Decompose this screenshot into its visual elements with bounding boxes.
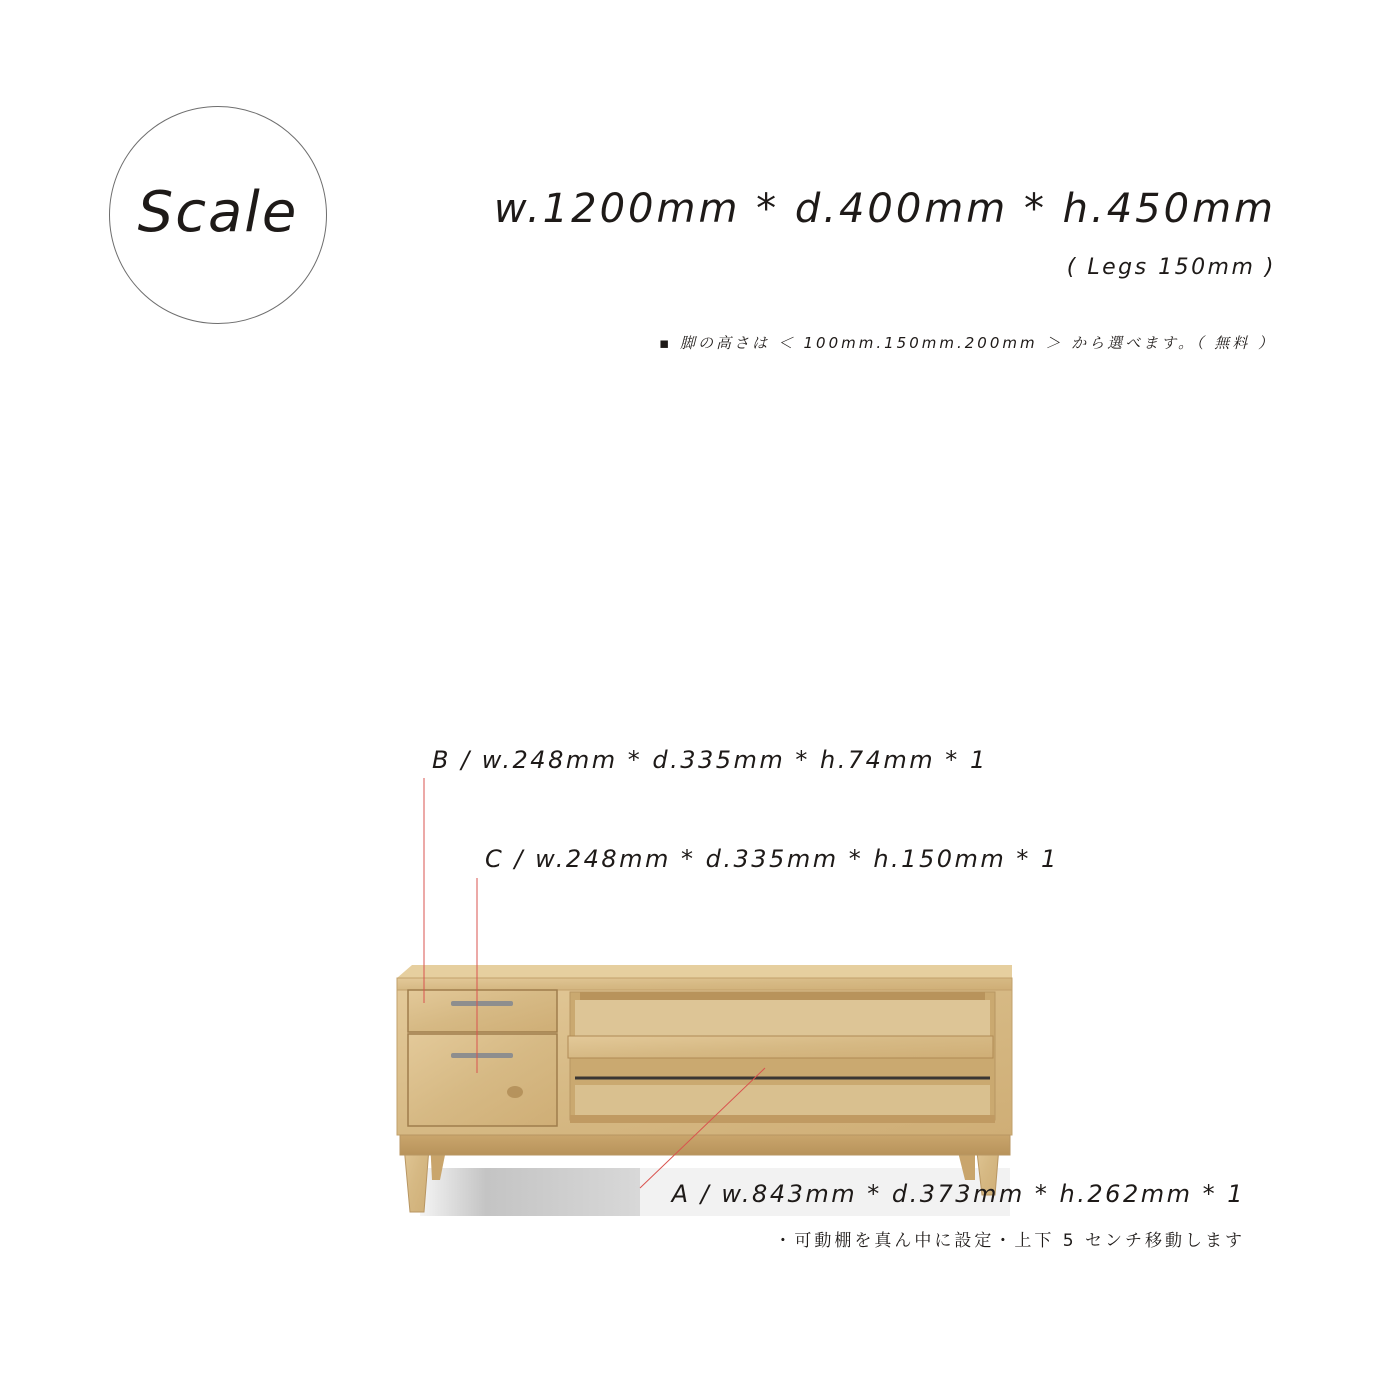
component-a-spec: A / w.843mm * d.373mm * h.262mm * 1	[671, 1180, 1245, 1208]
overall-dimensions: w.1200mm * d.400mm * h.450mm	[493, 186, 1276, 232]
component-a-note: ・可動棚を真ん中に設定・上下 5 センチ移動します	[774, 1231, 1245, 1251]
component-b-spec: B / w.248mm * d.335mm * h.74mm * 1	[432, 746, 988, 774]
drawer-c-handle	[451, 1053, 513, 1058]
drawer-b-handle	[451, 1001, 513, 1006]
floor-shadow	[420, 1168, 640, 1216]
drawer-b	[408, 990, 557, 1032]
legs-note: ( Legs 150mm )	[1066, 255, 1276, 280]
top-board	[397, 965, 1012, 978]
shelf-a	[568, 1036, 993, 1058]
leg-options-note: ▪ 脚の高さは ＜ 100mm.150mm.200mm ＞ から選べます。（ 無料 ）	[659, 334, 1276, 352]
component-c-spec: C / w.248mm * d.335mm * h.150mm * 1	[485, 845, 1059, 873]
scale-badge-label: Scale	[137, 179, 299, 245]
base-apron	[400, 1135, 1010, 1155]
drawer-c	[408, 1034, 557, 1126]
